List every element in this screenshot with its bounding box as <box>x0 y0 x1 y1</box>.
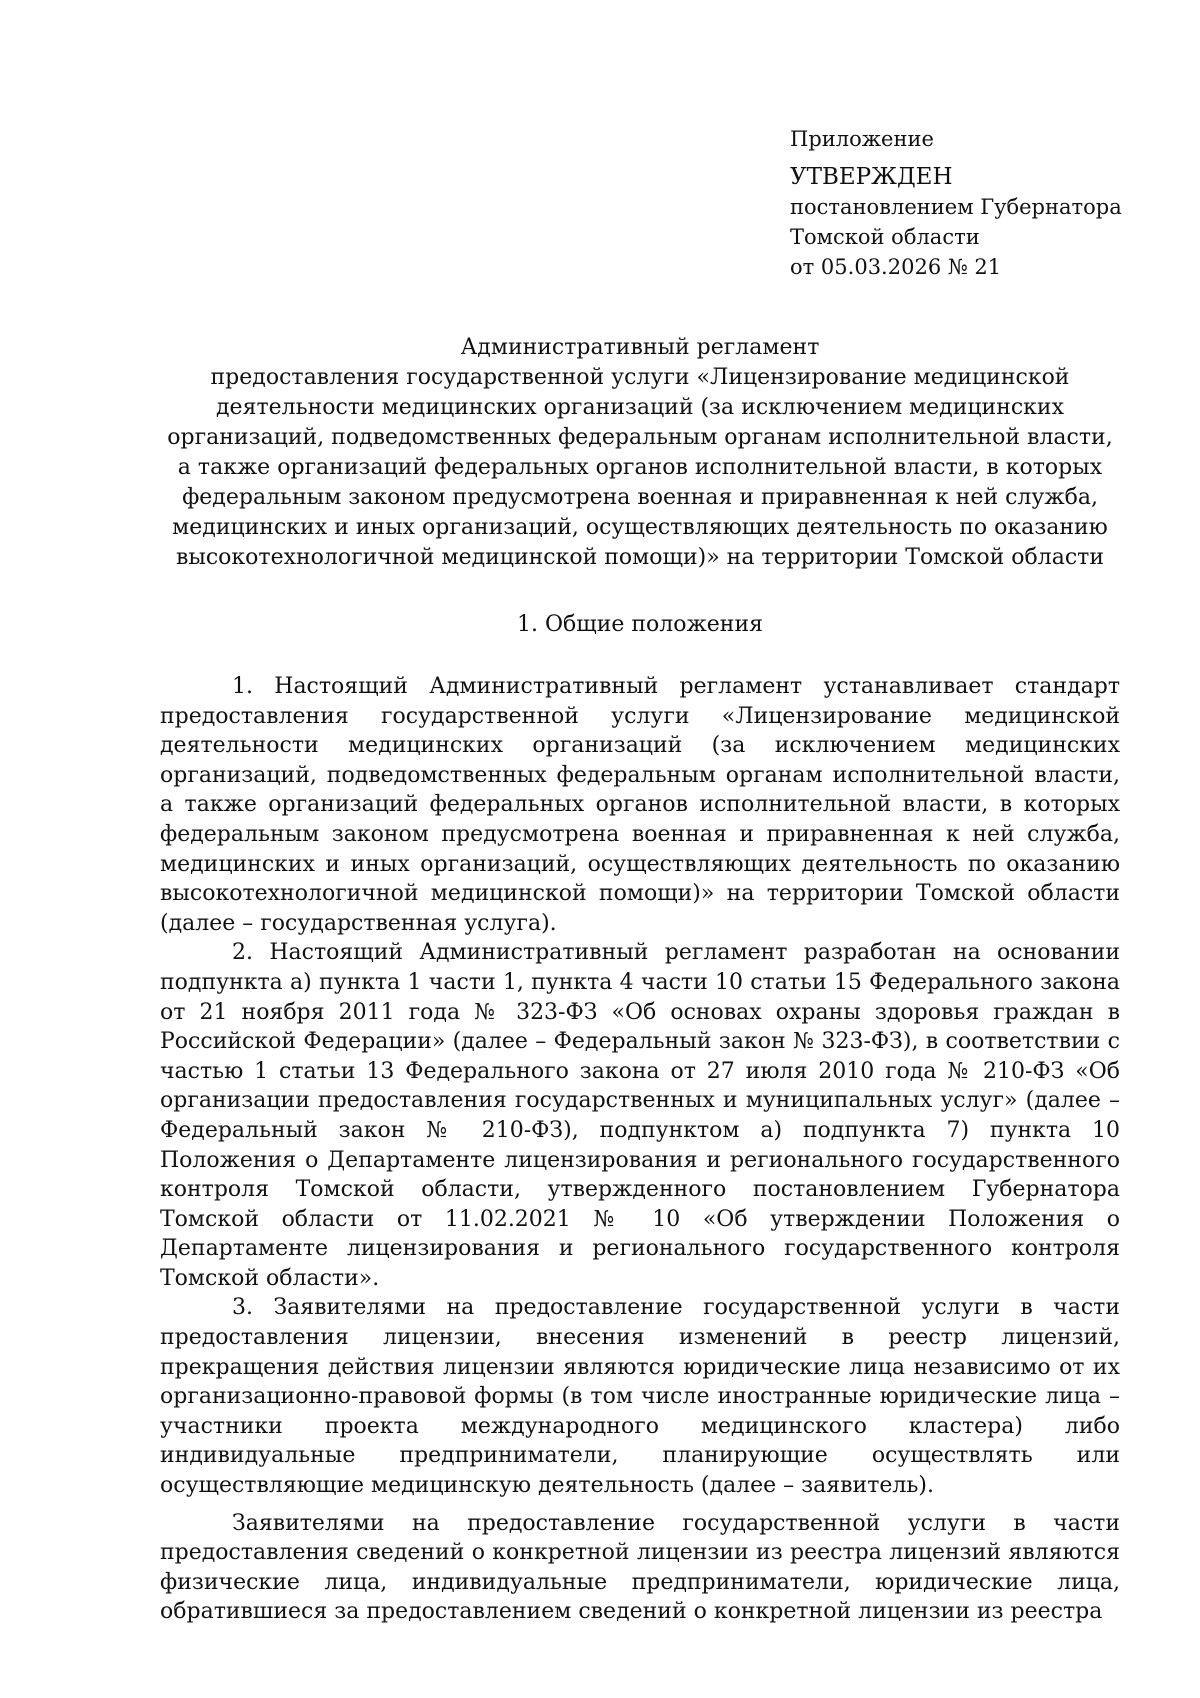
title-line: деятельности медицинских организаций (за исключением медицинских <box>216 395 1064 420</box>
title-line: медицинских и иных организаций, осуществляющих деятельность по оказанию <box>172 515 1108 540</box>
appendix-label: Приложение <box>790 127 934 151</box>
title-line: предоставления государственной услуги «Лицензирование медицинской <box>210 365 1070 390</box>
paragraph-1: 1. Настоящий Административный регламент устанавливает стандарт предоставления государственной услуги «Лицензирование медицинской деятельности медицинских организаций (за исключением медицинских организаций, подведомственных федеральным органам исполнительной власти, а также организаций федеральных органов исполнительной власти, в которых федеральным законом предусмотрена военная и приравненная к ней служба, медицинских и иных организаций, осуществляющих деятельность по оказанию высокотехнологичной медицинской помощи)» на территории Томской области (далее – государственная услуга). <box>160 674 1120 936</box>
approved-label: УТВЕРЖДЕН <box>790 164 953 190</box>
document-title <box>160 333 1120 573</box>
title-line: высокотехнологичной медицинской помощи)» на территории Томской области <box>175 545 1105 570</box>
approval-date-number: от 05.03.2026 № 21 <box>790 255 1002 279</box>
body-text <box>160 672 1120 1627</box>
approval-line-2: Томской области <box>790 225 980 249</box>
approval-line-1: постановлением Губернатора <box>790 195 1122 219</box>
paragraph-2: 2. Настоящий Административный регламент разработан на основании подпункта а) пункта 1 части 1, пункта 4 части 10 статьи 15 Федерального закона от 21 ноября 2011 года № 323-ФЗ «Об основах охраны здоровья граждан в Российской Федерации» (далее – Федеральный закон № 323-ФЗ), в соответствии с частью 1 статьи 13 Федерального закона от 27 июля 2010 года № 210-ФЗ «Об организации предоставления государственных и муниципальных услуг» (далее – Федеральный закон № 210-ФЗ), подпунктом а) подпункта 7) пункта 10 Положения о Департаменте лицензирования и регионального государственного контроля Томской области, утвержденного постановлением Губернатора Томской области от 11.02.2021 № 10 «Об утверждении Положения о Департаменте лицензирования и регионального государственного контроля Томской области». <box>160 940 1120 1291</box>
title-line: организаций, подведомственных федеральным органам исполнительной власти, <box>167 425 1113 450</box>
section-heading: 1. Общие положения <box>517 612 763 637</box>
approval-stamp <box>790 124 1170 282</box>
title-line: федеральным законом предусмотрена военная и приравненная к ней служба, <box>182 485 1098 510</box>
title-line: Административный регламент <box>460 335 820 360</box>
paragraph-3: 3. Заявителями на предоставление государственной услуги в части предоставления лицензии, внесения изменений в реестр лицензий, прекращения действия лицензии являются юридические лица независимо от их организационно-правовой формы (в том числе иностранные юридические лица – участники проекта международного медицинского кластера) либо индивидуальные предприниматели, планирующие осуществлять или осуществляющие медицинскую деятельность (далее – заявитель). <box>160 1295 1120 1499</box>
paragraph-4: Заявителями на предоставление государственной услуги в части предоставления сведений о конкретной лицензии из реестра лицензий являются физические лица, индивидуальные предприниматели, юридические лица, обратившиеся за предоставлением сведений о конкретной лицензии из реестра <box>160 1510 1120 1625</box>
title-line: а также организаций федеральных органов исполнительной власти, в которых <box>177 455 1103 480</box>
